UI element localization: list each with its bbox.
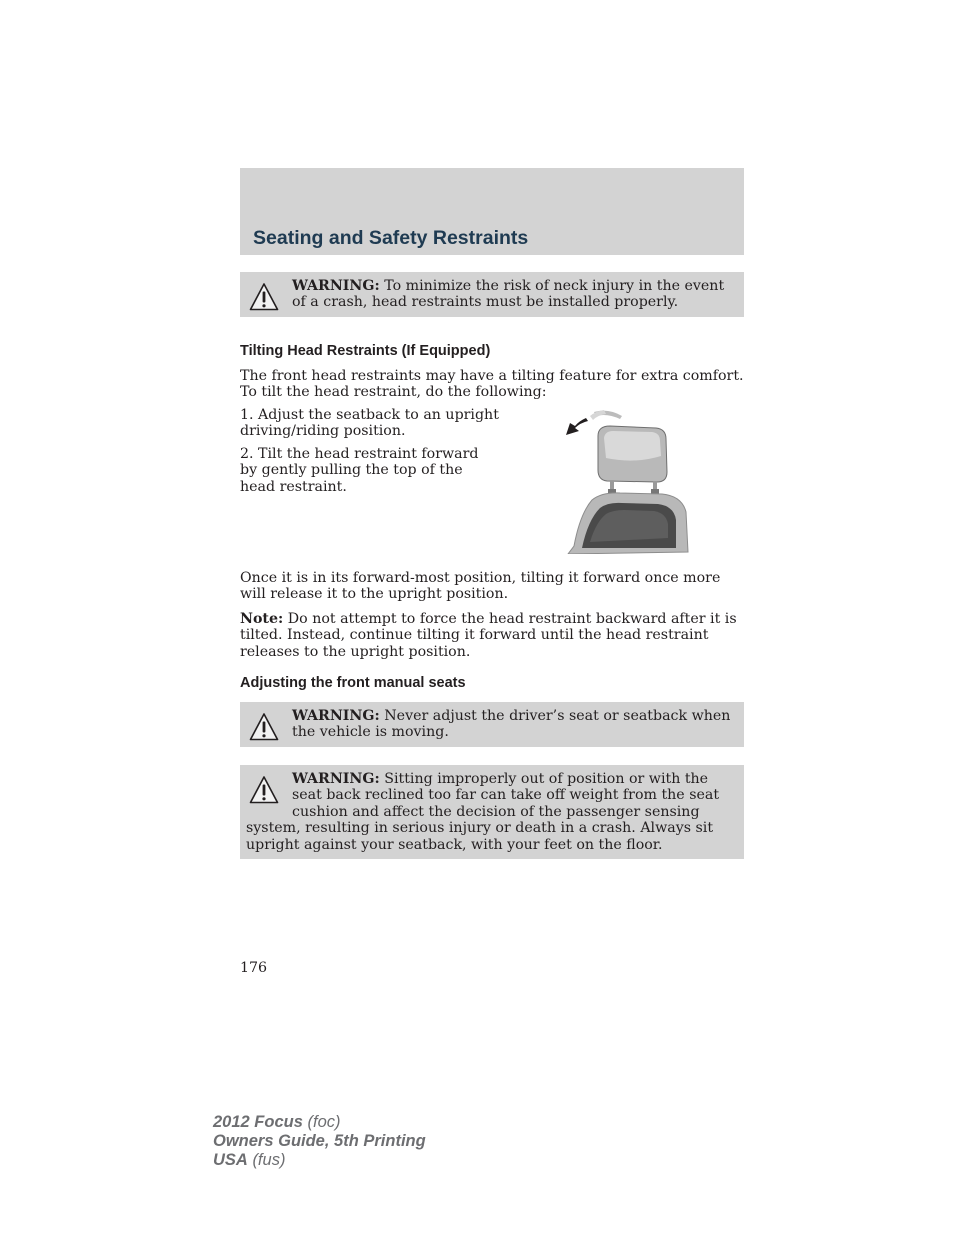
warning-triangle-icon <box>249 712 279 742</box>
footer-guide: Owners Guide, 5th Printing <box>213 1132 426 1150</box>
warning-box-driver-seat <box>240 702 744 747</box>
warning-label: WARNING: <box>292 278 380 294</box>
footer-market-code: (fus) <box>252 1151 286 1169</box>
adjusting-heading: Adjusting the front manual seats <box>240 675 466 691</box>
note-label: Note: <box>240 611 284 627</box>
tilt-arrow-icon <box>566 418 588 435</box>
footer-line-1 <box>213 1113 426 1132</box>
note-text: Do not attempt to force the head restraint backward after it is tilted. Instead, continue tilting it forward until the head restraint releases to the upright position. <box>240 611 737 660</box>
tilting-heading: Tilting Head Restraints (If Equipped) <box>240 343 491 359</box>
tilting-step-1: 1. Adjust the seatback to an upright driving/riding position. <box>240 407 499 440</box>
page-number: 176 <box>240 960 268 976</box>
section-title: Seating and Safety Restraints <box>253 227 529 249</box>
footer-market: USA <box>213 1151 248 1169</box>
footer-line-3 <box>213 1151 426 1170</box>
warning-text: To minimize the risk of neck injury in the event of a crash, head restraints must be installed properly. <box>292 278 725 311</box>
footer-model: 2012 Focus <box>213 1113 303 1131</box>
warning-text: Never adjust the driver’s seat or seatback when the vehicle is moving. <box>292 708 731 741</box>
warning-box-seat-position <box>240 765 744 859</box>
tilting-after-text: Once it is in its forward-most position, tilting it forward once more will release it to the upright position. <box>240 570 721 603</box>
warning-label: WARNING: <box>292 771 380 787</box>
footer-model-code: (foc) <box>307 1113 341 1131</box>
tilting-intro: The front head restraints may have a tilting feature for extra comfort. To tilt the head restraint, do the following: <box>240 368 744 401</box>
warning-box-neck-injury <box>240 272 744 317</box>
tilting-note <box>240 611 746 660</box>
footer-line-2 <box>213 1132 426 1151</box>
section-header-band <box>240 168 744 255</box>
warning-triangle-icon <box>249 282 279 312</box>
tilting-step-2: 2. Tilt the head restraint forward by gently pulling the top of the head restraint. <box>240 446 479 495</box>
head-restraint-illustration <box>550 402 700 554</box>
warning-triangle-icon <box>249 775 279 805</box>
warning-label: WARNING: <box>292 708 380 724</box>
warning-text: Sitting improperly out of position or with the seat back reclined too far can take off weight from the seat cushion and affect the decision of the passenger sensing system, resulting in serious injury or death in a crash. Always sit upright against your seatback, with your feet on the floor. <box>246 771 720 853</box>
document-footer <box>213 1113 426 1170</box>
